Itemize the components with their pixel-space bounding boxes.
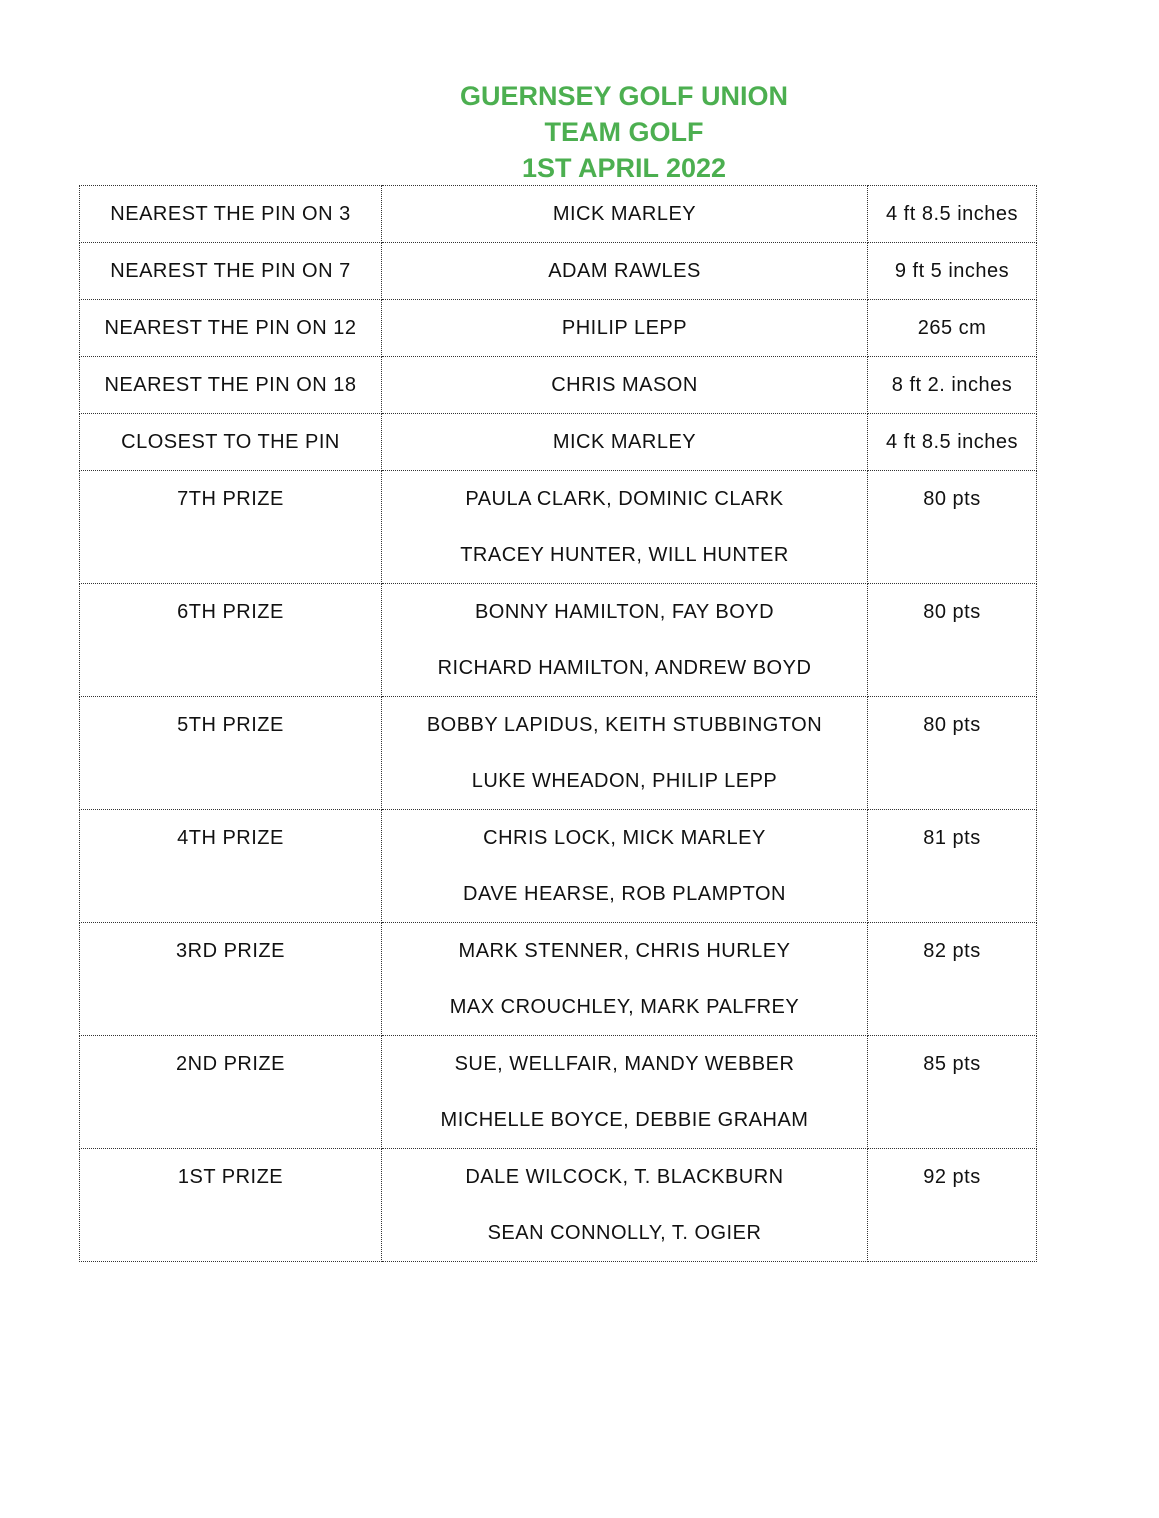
names-cell — [382, 1149, 868, 1262]
team-pair: BONNY HAMILTON, FAY BOYD — [474, 601, 775, 623]
category-cell — [80, 300, 382, 357]
cell-text: 80 pts — [923, 601, 981, 623]
team-pair: DALE WILCOCK, T. BLACKBURN — [465, 1166, 784, 1188]
team-pair: MICHELLE BOYCE, DEBBIE GRAHAM — [440, 1109, 809, 1131]
result-cell — [868, 584, 1037, 697]
cell-text: ADAM RAWLES — [548, 260, 701, 282]
result-cell — [868, 1149, 1037, 1262]
table-row — [80, 243, 1037, 300]
results-table — [79, 185, 1037, 1262]
team-pair: MAX CROUCHLEY, MARK PALFREY — [449, 996, 800, 1018]
cell-text: 85 pts — [923, 1053, 981, 1075]
cell-text: 7TH PRIZE — [177, 488, 284, 510]
result-cell — [868, 471, 1037, 584]
category-cell — [80, 186, 382, 243]
category-cell — [80, 414, 382, 471]
names-cell — [382, 471, 868, 584]
cell-text: 3RD PRIZE — [176, 940, 285, 962]
cell-text: 4 ft 8.5 inches — [885, 203, 1019, 225]
names-cell — [382, 1036, 868, 1149]
cell-text: MICK MARLEY — [552, 431, 697, 453]
result-cell — [868, 697, 1037, 810]
names-cell — [382, 243, 868, 300]
table-row — [80, 357, 1037, 414]
table-row — [80, 923, 1037, 1036]
result-cell — [868, 1036, 1037, 1149]
cell-text: 80 pts — [923, 714, 981, 736]
event-date: 1ST APRIL 2022 — [521, 153, 727, 183]
names-cell — [382, 923, 868, 1036]
cell-text: NEAREST THE PIN ON 3 — [110, 203, 351, 225]
names-cell — [382, 186, 868, 243]
results-body — [80, 186, 1037, 1262]
result-cell — [868, 414, 1037, 471]
table-row — [80, 697, 1037, 810]
category-cell — [80, 1149, 382, 1262]
cell-text: 81 pts — [923, 827, 981, 849]
names-cell — [382, 414, 868, 471]
team-pair: DAVE HEARSE, ROB PLAMPTON — [463, 883, 786, 905]
team-pair: LUKE WHEADON, PHILIP LEPP — [471, 770, 778, 792]
team-pair: RICHARD HAMILTON, ANDREW BOYD — [437, 657, 812, 679]
team-pair: MARK STENNER, CHRIS HURLEY — [458, 940, 791, 962]
page-heading — [0, 78, 1159, 186]
cell-text: 4TH PRIZE — [177, 827, 284, 849]
cell-text: MICK MARLEY — [552, 203, 697, 225]
category-cell — [80, 810, 382, 923]
team-pair: BOBBY LAPIDUS, KEITH STUBBINGTON — [426, 714, 823, 736]
cell-text: 4 ft 8.5 inches — [885, 431, 1019, 453]
names-cell — [382, 810, 868, 923]
team-pair: PAULA CLARK, DOMINIC CLARK — [465, 488, 784, 510]
cell-text: CLOSEST TO THE PIN — [121, 431, 340, 453]
table-row — [80, 300, 1037, 357]
result-cell — [868, 923, 1037, 1036]
cell-text: 9 ft 5 inches — [894, 260, 1010, 282]
cell-text: 6TH PRIZE — [177, 601, 284, 623]
category-cell — [80, 243, 382, 300]
team-pair: SUE, WELLFAIR, MANDY WEBBER — [454, 1053, 795, 1075]
cell-text: 80 pts — [923, 488, 981, 510]
table-row — [80, 1036, 1037, 1149]
cell-text: NEAREST THE PIN ON 18 — [104, 374, 357, 396]
team-pair: TRACEY HUNTER, WILL HUNTER — [460, 544, 789, 566]
result-cell — [868, 186, 1037, 243]
cell-text: 5TH PRIZE — [177, 714, 284, 736]
category-cell — [80, 697, 382, 810]
table-row — [80, 584, 1037, 697]
category-cell — [80, 471, 382, 584]
cell-text: CHRIS MASON — [551, 374, 698, 396]
team-pair: CHRIS LOCK, MICK MARLEY — [483, 827, 766, 849]
category-cell — [80, 584, 382, 697]
table-row — [80, 471, 1037, 584]
names-cell — [382, 584, 868, 697]
cell-text: 92 pts — [923, 1166, 981, 1188]
cell-text: 2ND PRIZE — [176, 1053, 285, 1075]
org-title: GUERNSEY GOLF UNION — [459, 81, 789, 111]
event-title: TEAM GOLF — [544, 117, 704, 147]
category-cell — [80, 923, 382, 1036]
result-cell — [868, 810, 1037, 923]
table-row — [80, 414, 1037, 471]
cell-text: NEAREST THE PIN ON 7 — [110, 260, 351, 282]
table-row — [80, 1149, 1037, 1262]
names-cell — [382, 697, 868, 810]
category-cell — [80, 357, 382, 414]
cell-text: PHILIP LEPP — [561, 317, 688, 339]
cell-text: NEAREST THE PIN ON 12 — [104, 317, 357, 339]
names-cell — [382, 357, 868, 414]
names-cell — [382, 300, 868, 357]
team-pair: SEAN CONNOLLY, T. OGIER — [487, 1222, 762, 1244]
category-cell — [80, 1036, 382, 1149]
cell-text: 1ST PRIZE — [177, 1166, 284, 1188]
cell-text: 265 cm — [917, 317, 987, 339]
result-cell — [868, 357, 1037, 414]
cell-text: 8 ft 2. inches — [891, 374, 1013, 396]
result-cell — [868, 243, 1037, 300]
cell-text: 82 pts — [923, 940, 981, 962]
result-cell — [868, 300, 1037, 357]
table-row — [80, 810, 1037, 923]
table-row — [80, 186, 1037, 243]
